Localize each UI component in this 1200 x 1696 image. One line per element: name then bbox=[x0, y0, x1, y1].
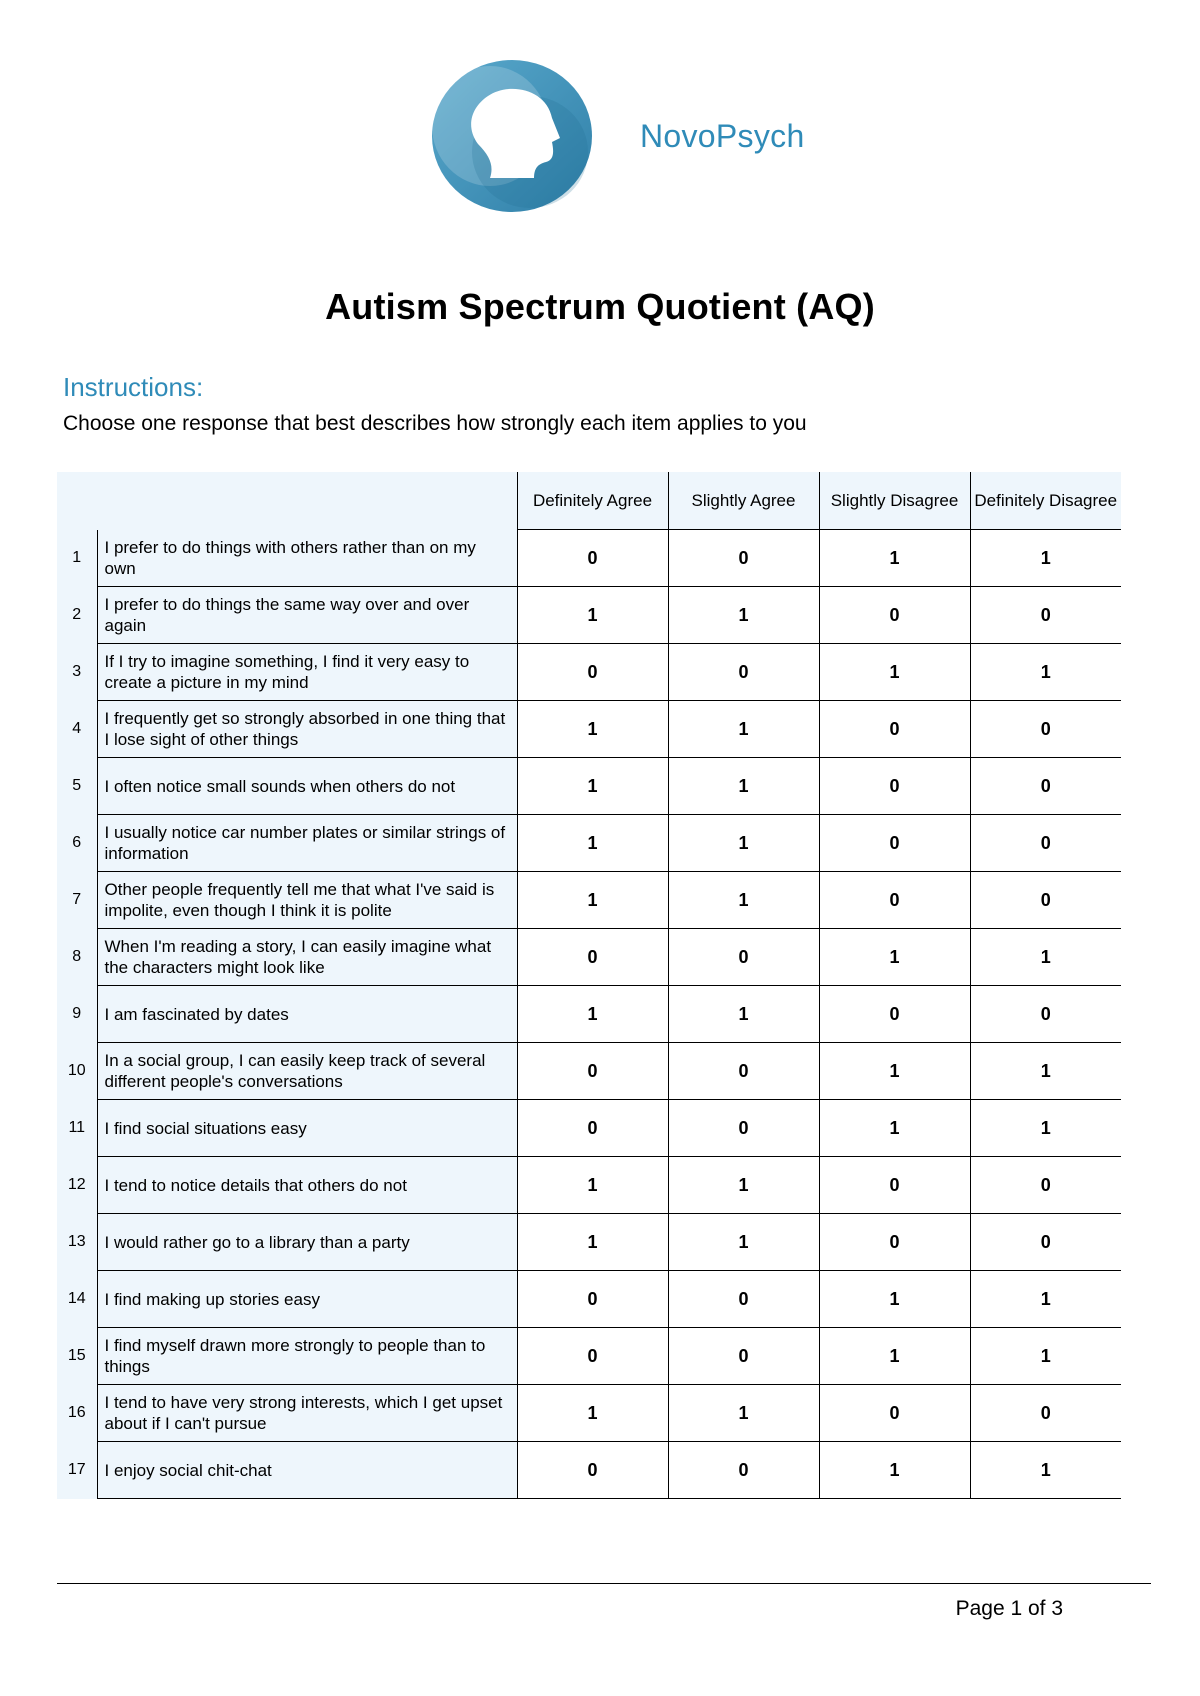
table-row bbox=[57, 1328, 1121, 1385]
item-score: 0 bbox=[517, 1100, 668, 1157]
item-score: 1 bbox=[970, 644, 1121, 701]
item-score: 0 bbox=[970, 587, 1121, 644]
table-row bbox=[57, 1385, 1121, 1442]
item-score: 1 bbox=[970, 1043, 1121, 1100]
item-score: 1 bbox=[668, 758, 819, 815]
item-text: I enjoy social chit-chat bbox=[97, 1442, 517, 1499]
item-score: 0 bbox=[970, 1157, 1121, 1214]
item-score: 0 bbox=[517, 1442, 668, 1499]
item-score: 0 bbox=[819, 1214, 970, 1271]
instructions-heading: Instructions: bbox=[63, 372, 204, 402]
item-score: 1 bbox=[970, 929, 1121, 986]
item-score: 0 bbox=[819, 1157, 970, 1214]
table-header-row bbox=[57, 472, 1121, 530]
item-score: 0 bbox=[668, 530, 819, 587]
item-score: 1 bbox=[668, 815, 819, 872]
item-score: 0 bbox=[970, 872, 1121, 929]
table-row bbox=[57, 1043, 1121, 1100]
item-score: 1 bbox=[668, 986, 819, 1043]
item-number: 5 bbox=[57, 758, 97, 815]
instructions-text: Choose one response that best describes how strongly each item applies to you bbox=[63, 412, 807, 435]
item-text: I usually notice car number plates or similar strings of information bbox=[97, 815, 517, 872]
item-number: 13 bbox=[57, 1214, 97, 1271]
item-text: If I try to imagine something, I find it very easy to create a picture in my mind bbox=[97, 644, 517, 701]
item-score: 1 bbox=[668, 1214, 819, 1271]
item-score: 0 bbox=[819, 701, 970, 758]
item-number: 17 bbox=[57, 1442, 97, 1499]
table-row bbox=[57, 644, 1121, 701]
item-score: 1 bbox=[668, 1157, 819, 1214]
item-number: 6 bbox=[57, 815, 97, 872]
item-score: 1 bbox=[819, 1043, 970, 1100]
item-text: I prefer to do things the same way over and over again bbox=[97, 587, 517, 644]
item-score: 0 bbox=[517, 929, 668, 986]
item-score: 0 bbox=[668, 1271, 819, 1328]
item-score: 1 bbox=[517, 986, 668, 1043]
item-score: 0 bbox=[970, 1385, 1121, 1442]
header-blank-cell bbox=[57, 472, 517, 530]
item-number: 7 bbox=[57, 872, 97, 929]
item-score: 1 bbox=[819, 1442, 970, 1499]
item-text: I find myself drawn more strongly to people than to things bbox=[97, 1328, 517, 1385]
item-text: I find making up stories easy bbox=[97, 1271, 517, 1328]
item-score: 0 bbox=[517, 1043, 668, 1100]
item-number: 10 bbox=[57, 1043, 97, 1100]
header-slightly-disagree: Slightly Disagree bbox=[819, 472, 970, 530]
item-text: I am fascinated by dates bbox=[97, 986, 517, 1043]
item-score: 1 bbox=[970, 1271, 1121, 1328]
item-score: 0 bbox=[668, 929, 819, 986]
item-score: 1 bbox=[517, 701, 668, 758]
item-score: 0 bbox=[517, 644, 668, 701]
item-score: 0 bbox=[970, 815, 1121, 872]
table-body bbox=[57, 530, 1121, 1499]
item-number: 3 bbox=[57, 644, 97, 701]
item-number: 14 bbox=[57, 1271, 97, 1328]
item-score: 0 bbox=[819, 815, 970, 872]
item-number: 2 bbox=[57, 587, 97, 644]
table-row bbox=[57, 530, 1121, 587]
table-row bbox=[57, 1100, 1121, 1157]
item-text: In a social group, I can easily keep track of several different people's conversations bbox=[97, 1043, 517, 1100]
item-score: 0 bbox=[819, 872, 970, 929]
item-score: 0 bbox=[970, 758, 1121, 815]
item-text: Other people frequently tell me that what I've said is impolite, even though I think it is polite bbox=[97, 872, 517, 929]
brand-header bbox=[430, 56, 830, 216]
item-score: 1 bbox=[970, 530, 1121, 587]
item-score: 0 bbox=[668, 644, 819, 701]
item-score: 0 bbox=[819, 986, 970, 1043]
item-score: 1 bbox=[819, 929, 970, 986]
item-score: 1 bbox=[819, 1271, 970, 1328]
table-row bbox=[57, 701, 1121, 758]
item-score: 0 bbox=[970, 986, 1121, 1043]
item-score: 0 bbox=[668, 1100, 819, 1157]
item-score: 1 bbox=[668, 1385, 819, 1442]
item-score: 0 bbox=[668, 1442, 819, 1499]
item-score: 1 bbox=[819, 1100, 970, 1157]
header-slightly-agree: Slightly Agree bbox=[668, 472, 819, 530]
footer-divider bbox=[57, 1583, 1151, 1584]
table-row bbox=[57, 815, 1121, 872]
item-score: 1 bbox=[517, 1385, 668, 1442]
item-score: 1 bbox=[970, 1442, 1121, 1499]
table-row bbox=[57, 1271, 1121, 1328]
item-score: 0 bbox=[970, 701, 1121, 758]
item-score: 0 bbox=[517, 1271, 668, 1328]
item-text: I frequently get so strongly absorbed in one thing that I lose sight of other things bbox=[97, 701, 517, 758]
item-text: I tend to notice details that others do not bbox=[97, 1157, 517, 1214]
item-number: 8 bbox=[57, 929, 97, 986]
item-score: 0 bbox=[668, 1328, 819, 1385]
item-score: 0 bbox=[819, 758, 970, 815]
item-score: 1 bbox=[517, 1157, 668, 1214]
item-score: 0 bbox=[668, 1043, 819, 1100]
item-text: I find social situations easy bbox=[97, 1100, 517, 1157]
item-score: 0 bbox=[517, 1328, 668, 1385]
item-score: 1 bbox=[517, 815, 668, 872]
page-number: Page 1 of 3 bbox=[955, 1597, 1063, 1620]
table-row bbox=[57, 1214, 1121, 1271]
table-row bbox=[57, 986, 1121, 1043]
item-score: 0 bbox=[970, 1214, 1121, 1271]
table-row bbox=[57, 758, 1121, 815]
item-text: I tend to have very strong interests, which I get upset about if I can't pursue bbox=[97, 1385, 517, 1442]
page-title: Autism Spectrum Quotient (AQ) bbox=[325, 286, 875, 327]
item-score: 1 bbox=[517, 758, 668, 815]
table-row bbox=[57, 587, 1121, 644]
item-score: 1 bbox=[668, 701, 819, 758]
item-number: 4 bbox=[57, 701, 97, 758]
item-number: 15 bbox=[57, 1328, 97, 1385]
brand-name: NovoPsych bbox=[640, 118, 805, 154]
item-score: 1 bbox=[668, 872, 819, 929]
item-score: 1 bbox=[517, 1214, 668, 1271]
item-score: 0 bbox=[819, 587, 970, 644]
item-text: I would rather go to a library than a party bbox=[97, 1214, 517, 1271]
item-score: 1 bbox=[819, 644, 970, 701]
header-definitely-disagree: Definitely Disagree bbox=[970, 472, 1121, 530]
item-score: 1 bbox=[970, 1328, 1121, 1385]
aq-items-table bbox=[57, 472, 1121, 1499]
table-row bbox=[57, 1442, 1121, 1499]
item-text: I prefer to do things with others rather than on my own bbox=[97, 530, 517, 587]
item-number: 9 bbox=[57, 986, 97, 1043]
item-text: When I'm reading a story, I can easily imagine what the characters might look like bbox=[97, 929, 517, 986]
item-number: 12 bbox=[57, 1157, 97, 1214]
item-score: 1 bbox=[517, 587, 668, 644]
item-score: 0 bbox=[819, 1385, 970, 1442]
item-score: 1 bbox=[970, 1100, 1121, 1157]
item-score: 1 bbox=[668, 587, 819, 644]
item-text: I often notice small sounds when others do not bbox=[97, 758, 517, 815]
item-score: 1 bbox=[819, 530, 970, 587]
item-score: 0 bbox=[517, 530, 668, 587]
table-row bbox=[57, 872, 1121, 929]
item-score: 1 bbox=[517, 872, 668, 929]
item-score: 1 bbox=[819, 1328, 970, 1385]
item-number: 16 bbox=[57, 1385, 97, 1442]
head-profile-logo-icon bbox=[430, 56, 594, 216]
item-number: 11 bbox=[57, 1100, 97, 1157]
header-definitely-agree: Definitely Agree bbox=[517, 472, 668, 530]
table-row bbox=[57, 1157, 1121, 1214]
table-row bbox=[57, 929, 1121, 986]
item-number: 1 bbox=[57, 530, 97, 587]
